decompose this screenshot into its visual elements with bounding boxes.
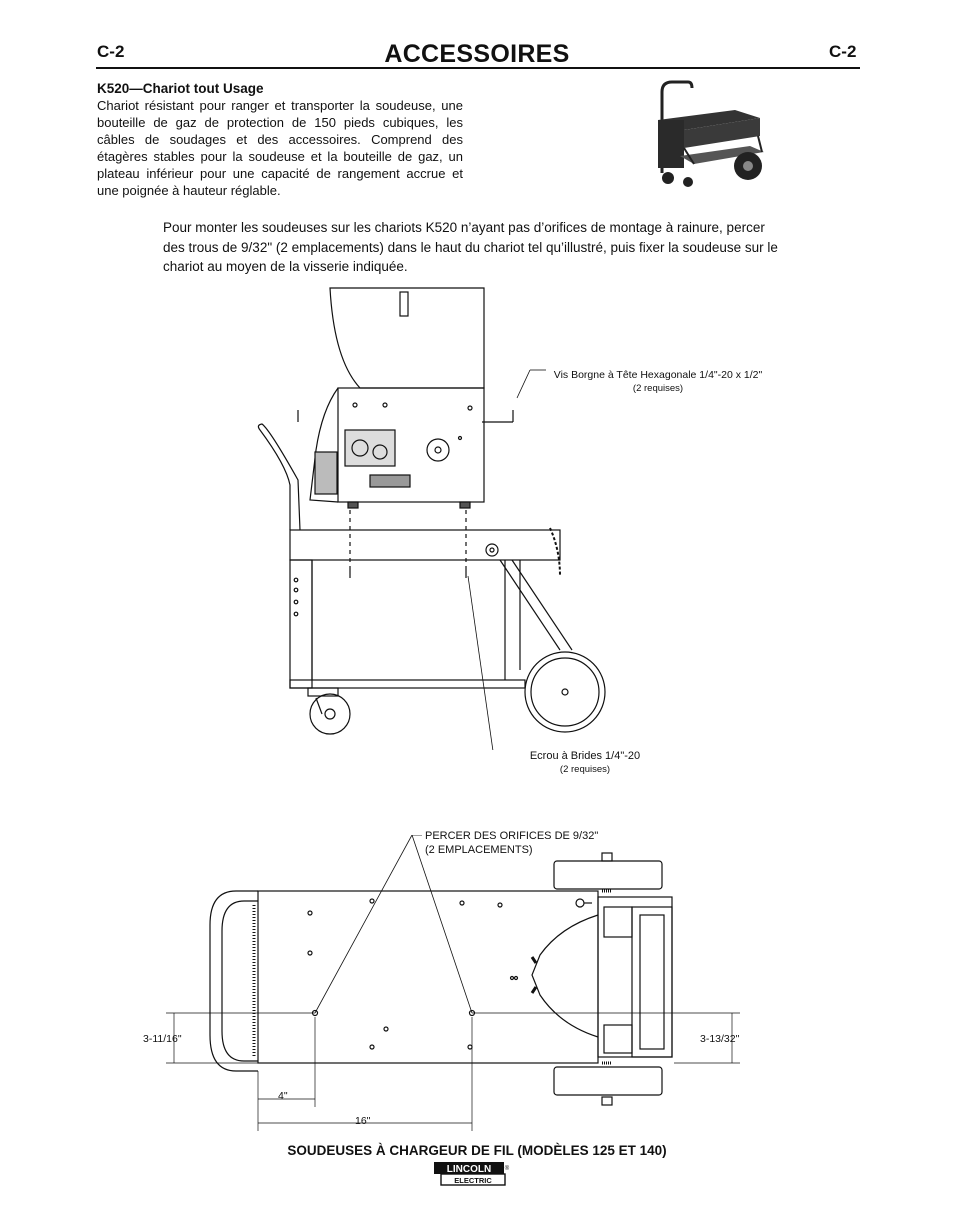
holes-callout [425,829,598,857]
dimension-left: 3-11/16" [143,1033,182,1045]
page-code-right: C-2 [829,42,857,61]
holes-callout-line1: PERCER DES ORIFICES DE 9/32" [425,830,599,842]
logo-top-text: LINCOLN [446,1164,492,1175]
dimension-right: 3-13/32" [700,1033,740,1045]
cart-photo [640,78,770,190]
header-rule [96,67,860,69]
footer-title: SOUDEUSES À CHARGEUR DE FIL (MODÈLES 125 ET 140) [287,1143,667,1158]
logo-bottom-text: ELECTRIC [454,1176,492,1185]
nut-callout-label: Ecrou à Brides 1/4"-20 [529,750,641,762]
page-code-left: C-2 [97,42,125,61]
section-body: Chariot résistant pour ranger et transporter la soudeuse, une bouteille de gaz de protection de 150 pieds cubiques, les câbles de soudages et des accessoires. Comprend des étagères stables pour la soudeuse et la bouteille de gaz, un plateau inférieur pour une capacité de rangement accrue et une poignée à hauteur réglable. [97,98,463,198]
side-view-diagram [250,280,670,750]
lincoln-electric-logo [433,1161,511,1187]
logo-registered-mark: ® [504,1166,510,1172]
dimension-16in: 16" [355,1115,371,1127]
screw-callout-qty: (2 requises) [632,383,684,394]
screw-callout-label: Vis Borgne à Tête Hexagonale 1/4"-20 x 1/2" [553,369,763,381]
page-title: ACCESSOIRES [384,40,570,68]
section-title: K520—Chariot tout Usage [97,81,264,96]
holes-callout-line2: (2 EMPLACEMENTS) [425,844,533,856]
screw-callout [546,369,770,395]
dimension-4in: 4" [278,1090,288,1102]
nut-callout-qty: (2 requises) [559,764,611,775]
nut-callout [520,750,650,776]
mounting-instructions: Pour monter les soudeuses sur les chariots K520 n’ayant pas d’orifices de montage à rainure, percer des trous de 9/32" (2 emplacements) dans le haut du chariot tel qu’illustré, puis fixer la soudeuse sur le chariot au moyen de la visserie indiquée. [163,220,778,274]
top-view-diagram [140,835,760,1135]
